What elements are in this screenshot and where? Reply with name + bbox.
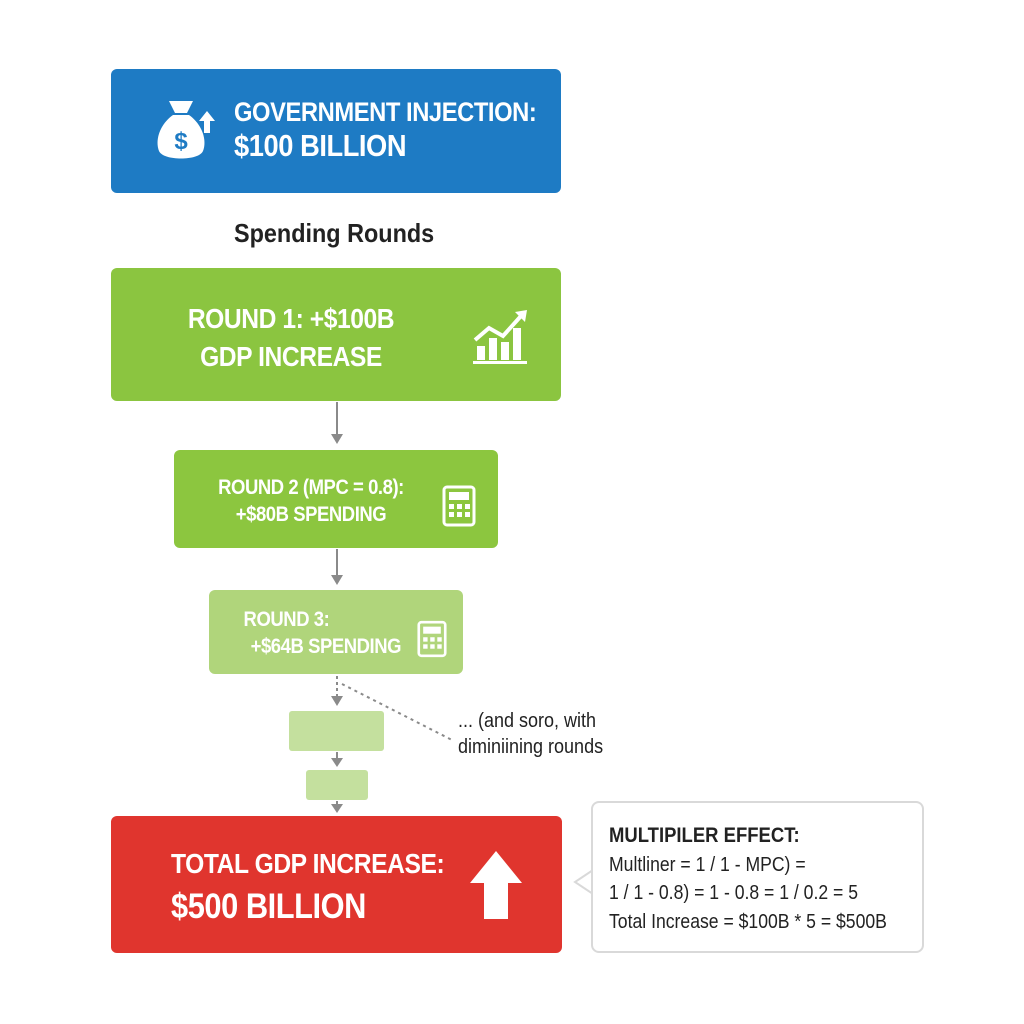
injection-amount: $100 BILLION: [234, 128, 407, 164]
total-gdp-box: [111, 816, 562, 953]
arrowhead-round5: [331, 758, 343, 767]
calculator-icon: [442, 485, 476, 527]
callout-title: MULTIPILER EFFECT:: [609, 824, 800, 847]
round-3-box: [209, 590, 463, 674]
spending-rounds-heading: Spending Rounds: [234, 218, 435, 248]
round-5-box: [306, 770, 368, 800]
note-line-2: diminiining rounds: [458, 736, 604, 758]
round-2-title: ROUND 2 (MPC = 0.8):: [218, 476, 404, 499]
round-1-subtitle: GDP INCREASE: [200, 340, 382, 372]
round-2-subtitle: +$80B SPENDING: [235, 503, 387, 527]
round-4-box: [289, 711, 384, 751]
injection-box: [111, 69, 561, 193]
round-1-box: [111, 268, 561, 401]
round-3-title: ROUND 3:: [243, 608, 330, 631]
round-1-title: ROUND 1: +$100B: [187, 303, 395, 334]
callout-formula-line-1: Multliner = 1 / 1 - MPC) =: [609, 853, 806, 876]
money-bag-up-icon: [149, 95, 221, 165]
round-2-box: [174, 450, 498, 548]
up-arrow-icon: [468, 849, 524, 921]
calculator-icon: [417, 620, 447, 658]
total-amount: $500 BILLION: [171, 887, 366, 926]
injection-title: GOVERNMENT INJECTION:: [234, 97, 537, 127]
total-title: TOTAL GDP INCREASE:: [171, 848, 445, 879]
round-3-subtitle: +$64B SPENDING: [250, 635, 402, 659]
svg-text:$: $: [174, 128, 188, 155]
arrowhead-round3: [331, 575, 343, 585]
arrowhead-round4: [331, 696, 343, 706]
arrowhead-total: [331, 804, 343, 813]
arrowhead-round2: [331, 434, 343, 444]
callout-formula-line-3: Total Increase = $100B * 5 = $500B: [609, 910, 887, 933]
callout-formula-line-2: 1 / 1 - 0.8) = 1 - 0.8 = 1 / 0.2 = 5: [609, 882, 858, 905]
note-line-1: ... (and soro, with: [458, 710, 597, 732]
multiplier-callout: [591, 801, 924, 953]
diminishing-rounds-note: [458, 708, 619, 760]
growth-chart-icon: [471, 308, 531, 366]
